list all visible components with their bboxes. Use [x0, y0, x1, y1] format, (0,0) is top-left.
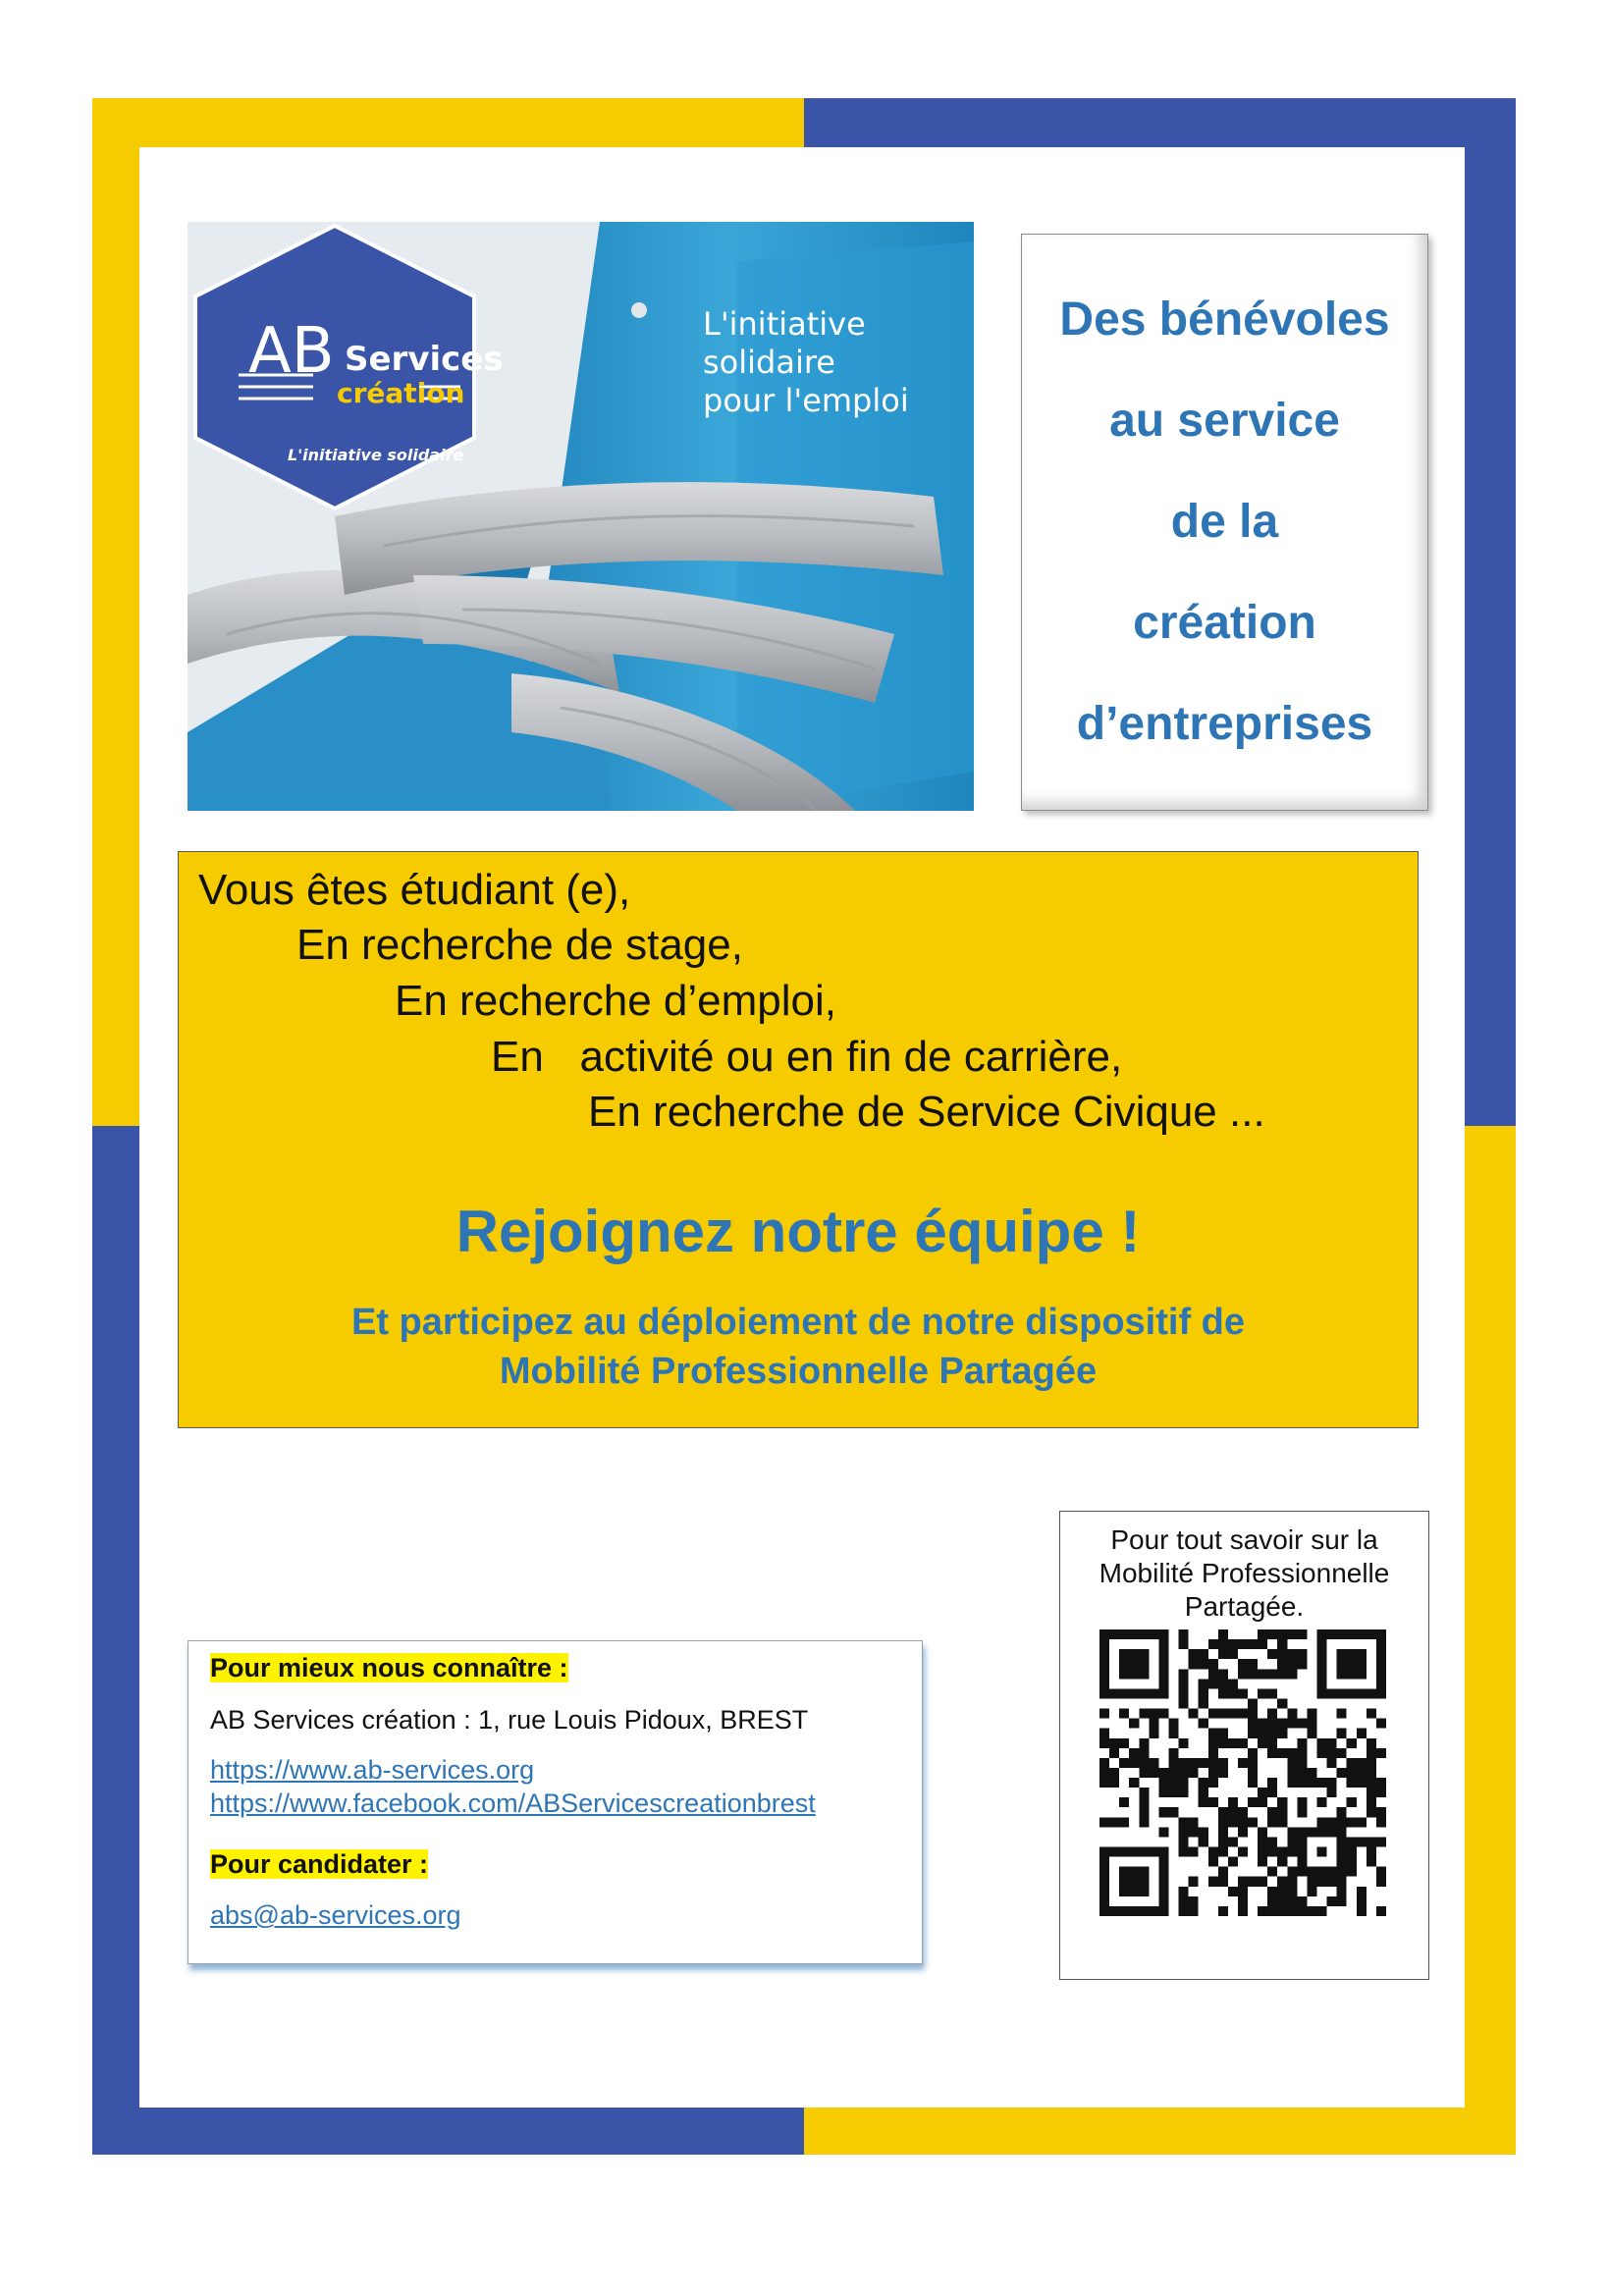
- audience-line: En recherche d’emploi,: [395, 977, 837, 1025]
- hero-image: [188, 222, 974, 811]
- audience-line: En recherche de stage,: [296, 921, 743, 969]
- audience-line: En recherche de Service Civique ...: [588, 1088, 1265, 1136]
- audience-line: En activité ou en fin de carrière,: [491, 1033, 1123, 1081]
- volunteers-line: Des bénévoles: [1059, 294, 1390, 346]
- website-link[interactable]: https://www.ab-services.org: [210, 1755, 535, 1785]
- audience-line: Vous êtes étudiant (e),: [198, 866, 631, 914]
- contact-heading: Pour mieux nous connaître :: [210, 1653, 568, 1682]
- volunteers-box: [1021, 234, 1428, 811]
- join-headline: Rejoignez notre équipe !: [456, 1199, 1141, 1264]
- hero-tagline: L'initiative solidaire pour l'emploi: [703, 305, 909, 419]
- volunteers-line: de la: [1170, 496, 1279, 548]
- facebook-link[interactable]: https://www.facebook.com/ABServicescreationbrest: [210, 1789, 816, 1818]
- join-subline: Et participez au déploiement de notre dispositif de: [350, 1302, 1245, 1343]
- logo-services: Services: [345, 340, 504, 379]
- logo-creation: création: [337, 377, 465, 409]
- qr-code[interactable]: [1099, 1629, 1386, 1916]
- volunteers-line: d’entreprises: [1076, 698, 1373, 750]
- contact-address: AB Services création : 1, rue Louis Pidoux, BREST: [210, 1705, 809, 1735]
- qr-caption: Pour tout savoir sur la Mobilité Professionnelle Partagée.: [1099, 1524, 1390, 1622]
- volunteers-line: création: [1133, 597, 1316, 649]
- logo-ab: AB: [248, 315, 335, 388]
- call-to-action-box: [178, 851, 1419, 1428]
- logo-slogan: L'initiative solidaire: [288, 446, 464, 464]
- qr-box: [1059, 1511, 1429, 1980]
- email-link[interactable]: abs@ab-services.org: [210, 1900, 461, 1930]
- apply-heading: Pour candidater :: [210, 1849, 429, 1879]
- contact-box: [188, 1640, 923, 1964]
- volunteers-line: au service: [1109, 395, 1340, 447]
- join-subline: Mobilité Professionnelle Partagée: [499, 1351, 1098, 1392]
